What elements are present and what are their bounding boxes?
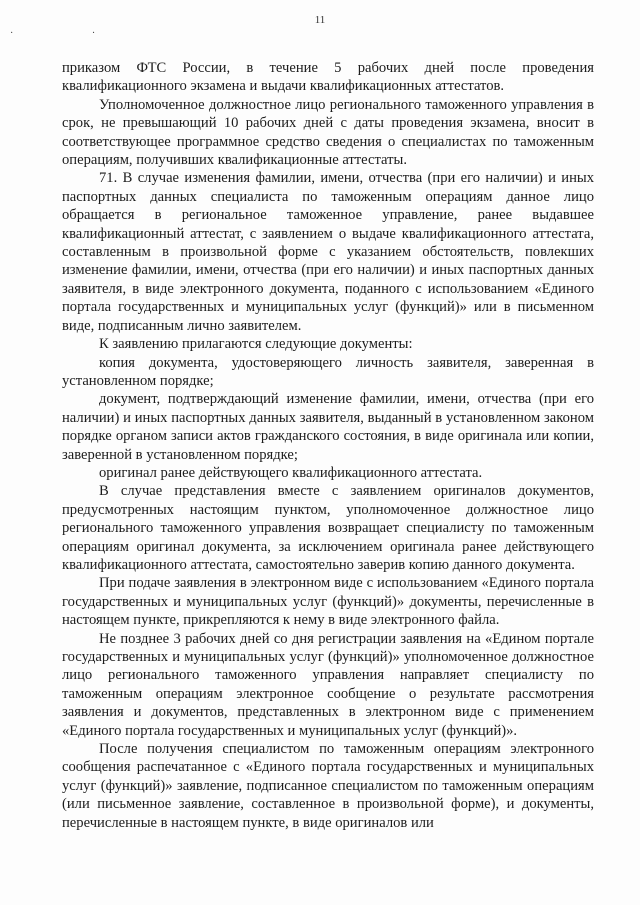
page-number: 11: [314, 14, 326, 26]
paragraph-5: копия документа, удостоверяющего личность заявителя, заверенная в установленном порядке;: [62, 354, 594, 389]
scan-specks: · ·: [10, 28, 134, 39]
document-body: [62, 59, 594, 832]
paragraph-10: Не позднее 3 рабочих дней со дня регистрации заявления на «Едином портале государственных и муниципальных услуг (функций)» уполномоченное должностное лицо регионального таможенного управления направляет специалисту по таможенным операциям электронное сообщение о результате рассмотрения заявления и документов, представленных в электронном виде с применением «Единого портала государственных и муниципальных услуг (функций)».: [62, 630, 594, 739]
paragraph-3: 71. В случае изменения фамилии, имени, отчества (при его наличии) и иных паспортных данных специалиста по таможенным операциям данное лицо обращается в региональное таможенное управление, ранее выдавшее квалификационный аттестат, с заявлением о выдаче квалификационного аттестата, составленным в произвольной форме с указанием обстоятельств, повлекших изменение фамилии, имени, отчества (при его наличии) и иных паспортных данных заявителя, в виде электронного документа, поданного с использованием «Единого портала государственных и муниципальных услуг (функций)» или в письменном виде, подписанным лично заявителем.: [62, 170, 594, 334]
paragraph-6: документ, подтверждающий изменение фамилии, имени, отчества (при его наличии) и иных паспортных данных заявителя, выданный в установленном законом порядке органом записи актов гражданского состояния, в виде оригинала или копии, заверенной в установленном порядке;: [62, 391, 594, 463]
paragraph-1: приказом ФТС России, в течение 5 рабочих дней после проведения квалификационного экзамена и выдачи квалификационных аттестатов.: [62, 60, 594, 95]
paragraph-4: К заявлению прилагаются следующие документы:: [99, 336, 413, 353]
paragraph-9: При подаче заявления в электронном виде с использованием «Единого портала государственных и муниципальных услуг (функций)» документы, перечисленные в настоящем пункте, прикрепляются к нему в виде электронного файла.: [62, 575, 594, 629]
paragraph-8: В случае представления вместе с заявлением оригиналов документов, предусмотренных настоящим пунктом, уполномоченное должностное лицо регионального таможенного управления возвращает специалисту по таможенным операциям оригинал документа, за исключением оригинала ранее действующего квалификационного аттестата, самостоятельно заверив копию данного документа.: [62, 483, 594, 573]
paragraph-7: оригинал ранее действующего квалификационного аттестата.: [99, 464, 483, 481]
paragraph-2: Уполномоченное должностное лицо регионального таможенного управления в срок, не превышающий 10 рабочих дней с даты проведения экзамена, вносит в соответствующее программное средство сведения о специалистах по таможенным операциям, получивших квалификационные аттестаты.: [62, 96, 594, 169]
paragraph-11: После получения специалистом по таможенным операциям электронного сообщения распечатанное с «Единого портала государственных и муниципальных услуг (функций)» заявление, подписанное специалистом по таможенным операциям (или письменное заявление, составленное в произвольной форме), и документы, перечисленные в настоящем пункте, в виде оригиналов или: [62, 741, 594, 831]
